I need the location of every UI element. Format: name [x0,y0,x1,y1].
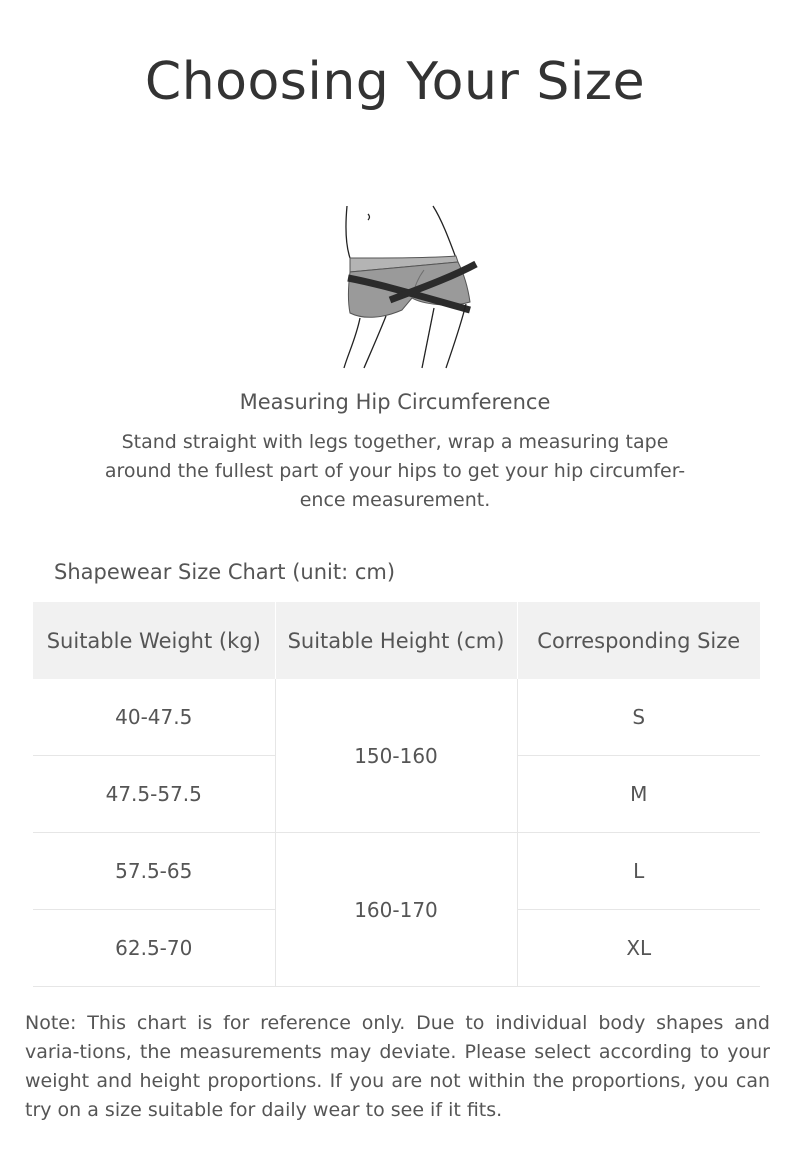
size-cell: XL [517,910,760,987]
height-cell: 160-170 [275,833,517,987]
hip-measurement-illustration [330,198,490,370]
measuring-description: Stand straight with legs together, wrap a measuring tape around the fullest part of your hips to get your hip circumfer-ence measurement. [104,431,686,511]
table-row [33,833,760,910]
weight-cell: 62.5-70 [33,910,275,987]
header-size: Corresponding Size [517,602,760,679]
size-cell: S [517,679,760,756]
size-cell: M [517,756,760,833]
height-cell: 150-160 [275,679,517,833]
weight-cell: 40-47.5 [33,679,275,756]
header-height: Suitable Height (cm) [275,602,517,679]
reference-note: Note: This chart is for reference only. Due to individual body shapes and varia-tions, the measurements may deviate. Please select according to your weight and height proportions. If you are not within the proportions, you can try on a size suitable for daily wear to see if it fits. [25,1012,770,1121]
page-title: Choosing Your Size [144,52,646,112]
weight-cell: 47.5-57.5 [33,756,275,833]
size-chart-caption: Shapewear Size Chart (unit: cm) [54,560,396,584]
table-row [33,679,760,756]
table-header-row [33,602,760,679]
size-cell: L [517,833,760,910]
measuring-heading: Measuring Hip Circumference [239,390,551,414]
size-chart-table [33,602,760,987]
header-weight: Suitable Weight (kg) [33,602,275,679]
weight-cell: 57.5-65 [33,833,275,910]
